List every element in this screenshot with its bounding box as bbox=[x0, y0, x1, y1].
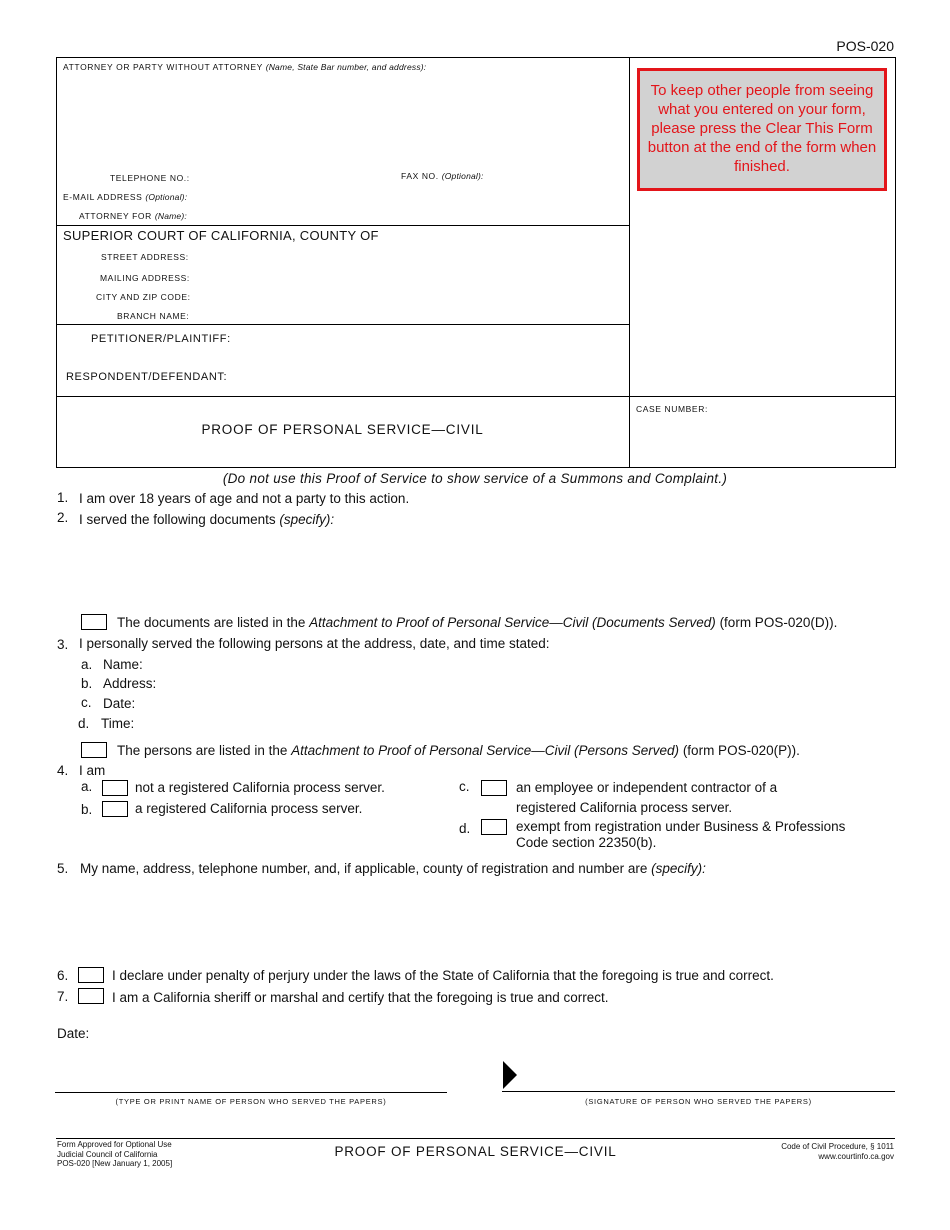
court-divider bbox=[56, 324, 629, 325]
name-caption: (TYPE OR PRINT NAME OF PERSON WHO SERVED THE PAPERS) bbox=[115, 1097, 387, 1106]
county-input[interactable] bbox=[392, 228, 622, 244]
item-6-text: I declare under penalty of perjury under the laws of the State of California that the foregoing is true and correct. bbox=[112, 968, 774, 983]
item-2-number: 2. bbox=[57, 510, 69, 525]
item-3d-letter: d. bbox=[78, 716, 90, 731]
signature-caption: (SIGNATURE OF PERSON WHO SERVED THE PAPERS) bbox=[585, 1097, 812, 1106]
footer-left-1: Form Approved for Optional Use bbox=[57, 1140, 172, 1149]
item-4d-letter: d. bbox=[459, 821, 471, 836]
served-address-input[interactable] bbox=[162, 676, 885, 692]
documents-input[interactable] bbox=[79, 532, 889, 604]
item-4d-text-1: exempt from registration under Business & Professions bbox=[516, 819, 846, 834]
item-4c-text-2: registered California process server. bbox=[516, 800, 733, 815]
served-time-input[interactable] bbox=[140, 716, 440, 732]
city-input[interactable] bbox=[192, 289, 622, 305]
date-input[interactable] bbox=[96, 1026, 296, 1042]
attorney-input[interactable] bbox=[63, 76, 623, 166]
item-1-number: 1. bbox=[57, 490, 69, 505]
documents-attachment-checkbox[interactable] bbox=[81, 614, 107, 630]
exempt-checkbox[interactable] bbox=[481, 819, 507, 835]
item-4a-letter: a. bbox=[81, 779, 93, 794]
caption-divider bbox=[629, 57, 630, 467]
city-label: CITY AND ZIP CODE: bbox=[96, 292, 191, 302]
item-5-text: My name, address, telephone number, and, if applicable, county of registration and number are (specify): bbox=[80, 861, 706, 876]
item-4b-text: a registered California process server. bbox=[135, 801, 363, 816]
telephone-input[interactable] bbox=[192, 169, 392, 185]
form-title: PROOF OF PERSONAL SERVICE—CIVIL bbox=[201, 422, 484, 437]
item-4-number: 4. bbox=[57, 763, 69, 778]
street-label: STREET ADDRESS: bbox=[101, 252, 189, 262]
employee-checkbox[interactable] bbox=[481, 780, 507, 796]
mailing-input[interactable] bbox=[192, 270, 622, 286]
mailing-label: MAILING ADDRESS: bbox=[100, 273, 190, 283]
item-7-text: I am a California sheriff or marshal and certify that the foregoing is true and correct. bbox=[112, 990, 609, 1005]
item-7-number: 7. bbox=[57, 989, 69, 1004]
item-3c-letter: c. bbox=[81, 695, 92, 710]
served-name-input[interactable] bbox=[150, 657, 885, 673]
subtitle: (Do not use this Proof of Service to show service of a Summons and Complaint.) bbox=[222, 471, 728, 486]
attorney-for-input[interactable] bbox=[192, 208, 622, 224]
item-4c-text-1: an employee or independent contractor of a bbox=[516, 780, 778, 795]
item-3b-label: Address: bbox=[103, 676, 157, 691]
item-4-text: I am bbox=[79, 763, 106, 778]
item-5-number: 5. bbox=[57, 861, 69, 876]
street-input[interactable] bbox=[192, 249, 622, 265]
footer-rule bbox=[56, 1138, 895, 1139]
item-3a-label: Name: bbox=[103, 657, 143, 672]
petitioner-input[interactable] bbox=[240, 331, 622, 347]
documents-attachment-text: The documents are listed in the Attachment to Proof of Personal Service—Civil (Documents Served) (form POS-020(D)). bbox=[117, 615, 838, 630]
petitioner-label: PETITIONER/PLAINTIFF: bbox=[91, 333, 231, 345]
footer-right-1: Code of Civil Procedure, § 1011 bbox=[781, 1142, 894, 1151]
branch-label: BRANCH NAME: bbox=[117, 311, 190, 321]
signature-arrow-icon bbox=[503, 1061, 517, 1089]
footer-left-2: Judicial Council of California bbox=[57, 1149, 158, 1159]
clear-form-notice-text: To keep other people from seeing what you entered on your form, please press the Clear This Form button at the end of the form when finished. bbox=[647, 82, 877, 175]
case-number-input[interactable] bbox=[636, 420, 888, 460]
persons-attachment-checkbox[interactable] bbox=[81, 742, 107, 758]
case-number-label: CASE NUMBER: bbox=[636, 404, 708, 414]
server-name-input[interactable] bbox=[56, 1072, 446, 1090]
name-line bbox=[55, 1092, 447, 1093]
item-4a-text: not a registered California process server. bbox=[135, 780, 385, 795]
respondent-input[interactable] bbox=[240, 369, 622, 385]
attorney-label: ATTORNEY OR PARTY WITHOUT ATTORNEY (Name, State Bar number, and address): bbox=[63, 62, 427, 72]
item-3-text: I personally served the following persons at the address, date, and time stated: bbox=[79, 636, 550, 651]
email-input[interactable] bbox=[192, 189, 622, 205]
attorney-divider bbox=[56, 225, 629, 226]
registered-checkbox[interactable] bbox=[102, 801, 128, 817]
respondent-label: RESPONDENT/DEFENDANT: bbox=[66, 371, 228, 383]
item-3d-label: Time: bbox=[101, 716, 135, 731]
footer-right bbox=[781, 1142, 894, 1162]
branch-input[interactable] bbox=[192, 308, 622, 324]
court-title: SUPERIOR COURT OF CALIFORNIA, COUNTY OF bbox=[63, 228, 379, 243]
item-4d-text-2: Code section 22350(b). bbox=[516, 835, 657, 850]
item-6-number: 6. bbox=[57, 968, 69, 983]
date-label: Date: bbox=[57, 1026, 90, 1041]
footer-title: PROOF OF PERSONAL SERVICE—CIVIL bbox=[334, 1144, 617, 1159]
item-1-text: I am over 18 years of age and not a party to this action. bbox=[79, 491, 410, 506]
server-info-input[interactable] bbox=[80, 882, 890, 954]
item-3c-label: Date: bbox=[103, 696, 136, 711]
item-3a-letter: a. bbox=[81, 657, 93, 672]
served-date-input[interactable] bbox=[140, 696, 440, 712]
email-label: E-MAIL ADDRESS (Optional): bbox=[63, 192, 188, 202]
clear-form-notice bbox=[637, 68, 887, 191]
perjury-checkbox[interactable] bbox=[78, 967, 104, 983]
form-id: POS-020 bbox=[836, 38, 894, 54]
fax-label: FAX NO. (Optional): bbox=[401, 171, 484, 181]
sheriff-checkbox[interactable] bbox=[78, 988, 104, 1004]
title-divider bbox=[56, 396, 895, 397]
item-3b-letter: b. bbox=[81, 676, 93, 691]
item-4c-letter: c. bbox=[459, 779, 470, 794]
persons-attachment-text: The persons are listed in the Attachment to Proof of Personal Service—Civil (Persons Served) (form POS-020(P)). bbox=[117, 743, 800, 758]
item-2-text: I served the following documents (specify): bbox=[79, 512, 335, 527]
item-3-number: 3. bbox=[57, 637, 69, 652]
signature-line bbox=[502, 1091, 895, 1092]
not-registered-checkbox[interactable] bbox=[102, 780, 128, 796]
footer-right-2: www.courtinfo.ca.gov bbox=[818, 1152, 894, 1161]
item-4b-letter: b. bbox=[81, 802, 93, 817]
telephone-label: TELEPHONE NO.: bbox=[110, 173, 190, 183]
footer-left-3: POS-020 [New January 1, 2005] bbox=[57, 1159, 173, 1168]
signature-input[interactable] bbox=[520, 1068, 892, 1090]
fax-input[interactable] bbox=[488, 169, 623, 185]
attorney-for-label: ATTORNEY FOR (Name): bbox=[79, 211, 187, 221]
